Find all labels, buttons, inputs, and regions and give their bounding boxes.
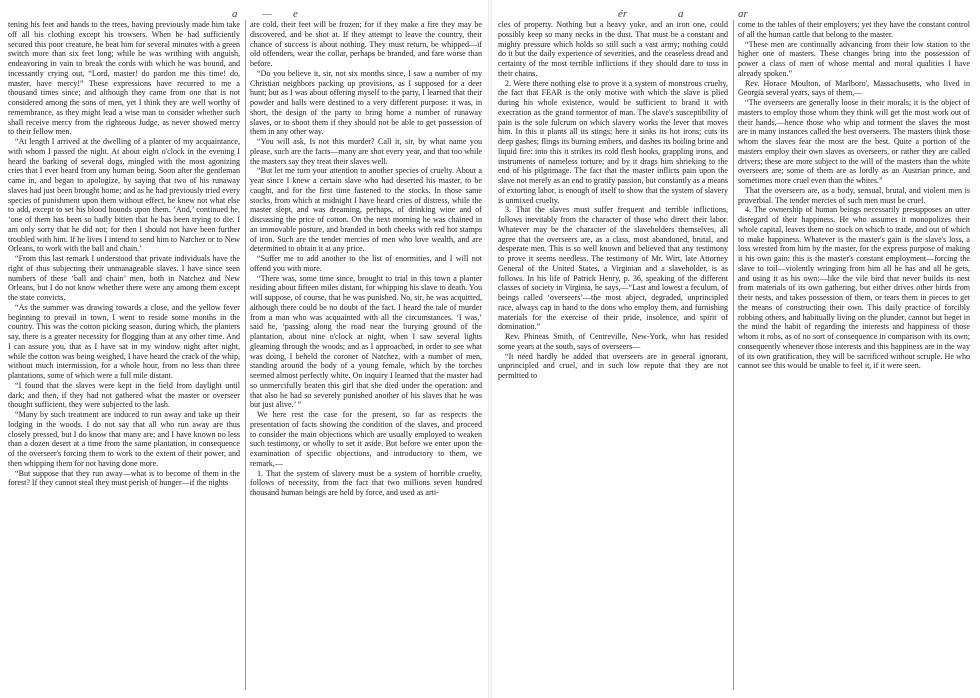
- paragraph: That the overseers are, as a body, sensual, brutal, and violent men is proverbial. The tender mercies of such men must be cruel.: [738, 185, 970, 205]
- paragraph: 4. The ownership of human beings necessarily presupposes an utter disregard of their happiness. He who assumes it monopolizes their whole capital, leaves them no stock on which to trade, and out of which to make happiness. Whatever is the master's gain is the slave's loss, a loss wrested from him by the master, for the express purpose of making it his own gain: this is the master's constant employment—forcing the slave to toil—violently wringing from him all he has and all he gets, and using it as his own;—like the vile bird that never builds its nest from materials of its own gathering, but either drives other birds from their nests, and takes possession of them, or tears them in pieces to get the means of constructing their own. This daily practice of forcibly robbing others, and habitually living on the plunder, cannot but beget in the mind the habit of regarding the interests and happiness of those whom it robs, as of no sort of consequence in comparison with its own; consequently whenever those interests and this happiness are in the way of its own gratification, they will be sacrificed without scruple. He who cannot see this would be unable to feel it, if it were seen.: [738, 205, 970, 371]
- paragraph: “Suffer me to add another to the list of enormities, and I will not offend you with more.: [250, 254, 482, 273]
- paragraph: Rev. Phineas Smith, of Centreville, New-York, who has resided some years at the south, says of overseers—: [498, 332, 728, 351]
- header-left-dash: —: [262, 8, 272, 20]
- paragraph: “But let me turn your attention to another species of cruelty. About a year since I knew a certain slave who had deserted his master, to be caught, and for the first time fastened to the stocks. In those same stocks, from which at midnight I have heard cries of distress, while the master slept, and was dreaming, perhaps, of drinking wine and of discussing the price of cotton. On the next morning he was chained in an immovable posture, and branded in both cheeks with red hot stamps of iron. Such are the tender mercies of men who love wealth, and are determined to obtain it at any price.: [250, 166, 482, 254]
- header-left-e: e: [293, 8, 298, 20]
- paragraph: Rev. Horace Moulton, of Marlboro', Massachusetts, who lived in Georgia several years, says of them,—: [738, 78, 970, 98]
- paragraph: “The overseers are generally loose in their morals; it is the object of masters to employ those whom they think will get the most work out of their hands,—hence those who whip and torment the slaves the most are in many instances called the best overseers. The masters think those whom the slaves fear the most are the best. Quite a portion of the masters employ their own slaves as overseers, or rather they are called drivers; these are more subject to the will of the masters than the white overseers are; some of them are as lordly as an Austrian prince, and sometimes more cruel even than the whites.”: [738, 98, 970, 185]
- header-left-a: a: [232, 8, 238, 20]
- header-right-ar: ar: [738, 8, 748, 20]
- paragraph: “There was, some time since, brought to trial in this town a planter residing about fifteen miles distant, for whipping his slave to death. You will suppose, of course, that he was punished. No, sir, he was acquitted, although there could be no doubt of the fact. I heard the tale of murder from a man who was acquainted with all the circumstances. ‘I was,’ said he, ‘passing along the road near the burying ground of the plantation, about nine o'clock at night, when I saw several lights gleaming through the woods; and as I approached, in order to see what was doing, I beheld the coroner of Natchez, with a number of men, standing around the body of a young female, which by the torches seemed almost perfectly white. On inquiry I learned that the master had so unmercifully beaten this girl that she died under the operation: and that also he had so severely punished another of his slaves that he was but just alive.’ ”: [250, 273, 482, 410]
- paragraph: cles of property. Nothing but a heavy yoke, and an iron one, could possibly keep so many necks in the dust. That must be a constant and mighty pressure which holds so still such a vast army; nothing could do it but the daily experience of severities, and the ceaseless dread and certainty of the most terrible inflictions if they should dare to toss in their chains.: [498, 20, 728, 78]
- paragraph: “As the summer was drawing towards a close, and the yellow fever beginning to prevail in town, I went to reside some months in the country. This was the cotton picking season, during which, the planters say, there is a greater necessity for flogging than at any other time. And I can assure you, that as I have sat in my window night after night, while the cotton was being weighed, I have heard the crack of the whip, without much intermission, for a whole hour, from no less than three plantations, some of which were a full mile distant.: [8, 302, 240, 380]
- paragraph: “Many by such treatment are induced to run away and take up their lodging in the woods. I do not say that all who run away are thus closely pressed, but I do know that many are; and I have known no less than a dozen desert at a time from the same plantation, in consequence of the overseer's forcing them to work to the extent of their power, and then whipping them for not having done more.: [8, 410, 240, 468]
- column-3: [498, 20, 728, 692]
- paragraph: come to the tables of their employers; yet they have the constant control of all the human cattle that belong to the master.: [738, 20, 970, 39]
- paragraph: “These men are continually advancing from their low station to the higher one of masters. These changes bring into the possession of power a class of men of whose mental and moral qualities I have already spoken.”: [738, 39, 970, 78]
- paragraph: 1. That the system of slavery must be a system of horrible cruelty, follows of necessity, from the fact that two millions seven hundred thousand human beings are held by force, and used as arti-: [250, 468, 482, 497]
- paragraph: are cold, their feet will be frozen; for if they make a fire they may be discovered, and be shot at. If they attempt to leave the country, their chance of success is about nothing. They must return, be whipped—if old offenders, wear the collar, perhaps be branded, and fare worse than before.: [250, 20, 482, 68]
- column-4: [738, 20, 970, 692]
- paragraph: “At length I arrived at the dwelling of a planter of my acquaintance, with whom I passed the night. At about eight o'clock in the evening I heard the barking of several dogs, mingled with the most agonizing cries that I ever heard from any human being. Soon after the gentleman came in, and began to apologize, by saying that two of his runaway slaves had just been brought home; and as he had previously tried every species of punishment upon them without effect, he knew not what else to add, except to set his blood hounds upon them. ‘And,’ continued he, ‘one of them has been so badly bitten that he has been trying to die. I am only sorry that he did not; for then I should not have been further troubled with him. If he lives I intend to send him to Natchez or to New Orleans, to work with the ball and chain.’: [8, 137, 240, 254]
- paragraph: 2. Were there nothing else to prove it a system of monstrous cruelty, the fact that FEAR is the only motive with which the slave is plied during his whole existence, would be sufficient to brand it with execration as the grand tormentor of man. The slave's susceptibility of pain is the sole fulcrum on which slavery works the lever that moves him. In this it plants all its stings; here it sinks its hot irons; cuts its deep gashes; flings its burning embers, and dashes its boiling brine and liquid fire: into this it strikes its cold flesh hooks, grappling irons, and instruments of nameless torture; and by it drags him shrieking to the end of his pilgrimage. The fact that the master inflicts pain upon the slave not merely as an end to gratify passion, but constantly as a means of extorting labor, is enough of itself to show that the system of slavery is unmixed cruelty.: [498, 78, 728, 205]
- paragraph: We here rest the case for the present, so far as respects the presentation of facts showing the condition of the slaves, and proceed to consider the main objections which are usually employed to weaken such testimony, or wholly to set it aside. But before we enter upon the examination of specific objections, and introductory to them, we remark,—: [250, 410, 482, 468]
- column-rule: [733, 20, 734, 690]
- paragraph: “I found that the slaves were kept in the field from daylight until dark; and then, if they had not gathered what the master or overseer thought sufficient, they were subjected to the lash.: [8, 380, 240, 410]
- paragraph: tening his feet and hands to the trees, having previously made him take off all his clothing except his trowsers. When he had sufficiently secured this poor creature, he beat him for several minutes with a green switch more than six feet long; while he was writhing with anguish, endeavoring in vain to break the cords with which he was bound, and incessantly crying out, “Lord, master! do pardon me this time! do, master, have mercy!” These expressions have recurred to me a thousand times since; and although they came from one that is not considered among the sons of men, yet I think they are well worthy of remembrance, as they might lead a wise man to consider whether such shall receive mercy from the righteous Judge, as never showed mercy to their fellow men.: [8, 20, 240, 137]
- paragraph: “Do you believe it, sir, not six months since, I saw a number of my Christian neighbors packing up provisions, as I supposed for a deer hunt; but as I was about offering myself to the party, I learned that their powder and balls were destined to a very different purpose: it was, in short, the design of the party to bring home a number of runaway slaves, or to shoot them if they should not be able to get possession of them in any other way.: [250, 68, 482, 137]
- column-rule: [245, 20, 246, 690]
- right-page: [490, 0, 980, 698]
- paragraph: 3. That the slaves must suffer frequent and terrible inflictions, follows inevitably from the character of those who direct their labor. Whatever may be the character of the slaveholders themselves, all agree that the overseers are, as a class, most abandoned, brutal, and desperate men. This is so well known and believed that any testimony to prove it seems needless. The testimony of Mr. Wirt, late Attorney General of the United States, a Virginian and a slaveholder, is as follows. In his life of Patrick Henry, p. 36, speaking of the different classes of society in Virginia, he says,—“Last and lowest a feculum, of beings called ‘overseers’—the most abject, degraded, unprincipled race, always cap in hand to the dons who employ them, and furnishing materials for the exercise of their pride, insolence, and spirit of domination.”: [498, 205, 728, 332]
- column-2: [250, 20, 482, 692]
- header-right-a: a: [678, 8, 684, 20]
- paragraph: “But suppose that they run away—what is to become of them in the forest? If they cannot steal they must perish of hunger—if the nights: [8, 468, 240, 488]
- header-right-er: ér: [618, 8, 628, 20]
- paragraph: “It need hardly be added that overseers are in general ignorant, unprincipled and cruel, and in such low repute that they are not permitted to: [498, 351, 728, 380]
- column-1: [8, 20, 240, 692]
- paragraph: “From this last remark I understood that private individuals have the right of thus subjecting their unmanageable slaves. I have since seen numbers of these ‘ball and chain’ men, both in Natchez and New Orleans, but I do not know whether there were any among them except the state convicts.: [8, 254, 240, 302]
- paragraph: “You will ask, Is not this murder? Call it, sir, by what name you please, such are the facts—many are shot every year, and that too while the masters say they treat their slaves well.: [250, 137, 482, 166]
